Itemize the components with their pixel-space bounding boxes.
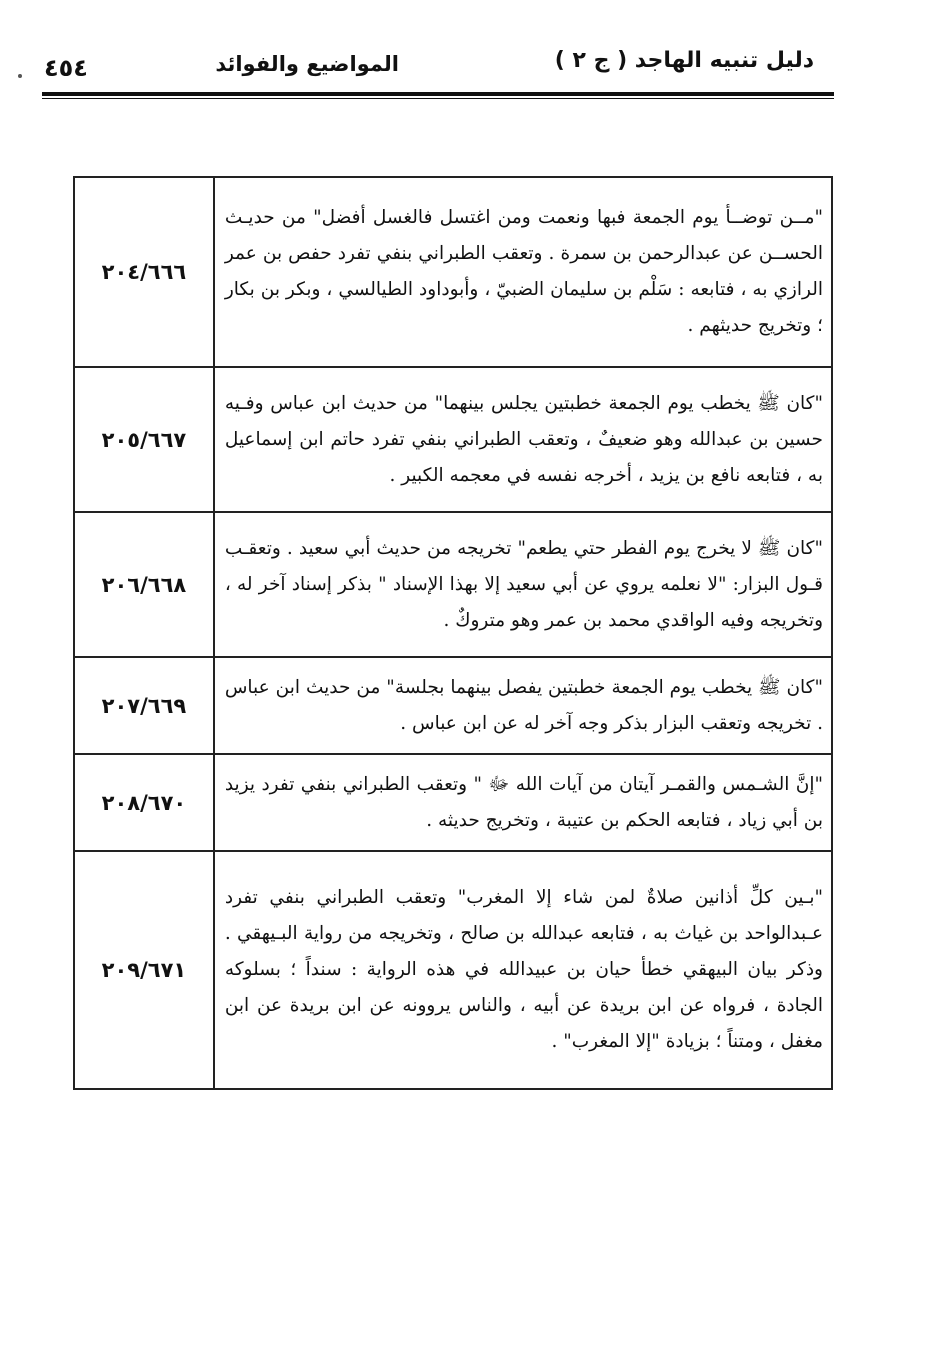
table-row (74, 657, 832, 754)
table-row (74, 177, 832, 367)
row-text: "كان ﷺ يخطب يوم الجمعة خطبتين يجلس بينهما" من حديث ابن عباس وفـيه حسين بن عبدالله وهو ضعيفٌ ، وتعقب الطبراني بنفي تفرد حاتم ابن إسماعيل به ، فتابعه نافع بن يزيد ، أخرجه نفسه في معجمه الكبير . (214, 367, 832, 512)
topics-table (73, 176, 833, 1090)
table-row (74, 367, 832, 512)
row-ref: ٢٠٥/٦٦٧ (74, 367, 214, 512)
row-ref: ٢٠٨/٦٧٠ (74, 754, 214, 851)
row-text: "كان ﷺ يخطب يوم الجمعة خطبتين يفصل بينهما بجلسة" من حديث ابن عباس . تخريجه وتعقب البزار بذكر وجه آخر له عن ابن عباس . (214, 657, 832, 754)
scan-speck (18, 74, 22, 78)
chapter-title: المواضيع والفوائد (215, 52, 399, 76)
table-row (74, 754, 832, 851)
row-ref: ٢٠٩/٦٧١ (74, 851, 214, 1089)
table-row (74, 512, 832, 657)
table-row (74, 851, 832, 1089)
row-ref: ٢٠٧/٦٦٩ (74, 657, 214, 754)
row-text: "إنَّ الشـمس والقمـر آيتان من آيات الله ﷻ " وتعقب الطبراني بنفي تفرد يزيد بن أبي زياد ، فتابعه الحكم بن عتيبة ، وتخريج حديثه . (214, 754, 832, 851)
page-number: ٤٥٤ (44, 54, 88, 82)
page-header (44, 40, 834, 86)
row-ref: ٢٠٤/٦٦٦ (74, 177, 214, 367)
row-text: "بـين كلِّ أذانين صلاةٌ لمن شاء إلا المغرب" وتعقب الطبراني بنفي تفرد عـبدالواحد بن غياث به ، فتابعه عبدالله بن صالح ، وتخريجه من رواية البـيهقي . وذكر بيان البيهقي خطأ حيان بن عبيدالله في هذه الرواية : سنداً ؛ بسلوكه الجادة ، فرواه عن ابن بريدة عن أبيه ، والناس يروونه عن ابن بريدة عن ابن مغفل ، ومتناً ؛ بزيادة "إلا المغرب" . (214, 851, 832, 1089)
row-ref: ٢٠٦/٦٦٨ (74, 512, 214, 657)
row-text: "مــن توضــأ يوم الجمعة فبها ونعمت ومن اغتسل فالغسل أفضل" من حديـث الحســن عن عبدالرحمن بن سمرة . وتعقب الطبراني بنفي تفرد حفص بن عمر الرازي به ، فتابعه : سَلْم بن سليمان الضبيّ ، وأبوداود الطيالسي ، وبكر بن بكار ؛ وتخريج حديثهم . (214, 177, 832, 367)
row-text: "كان ﷺ لا يخرج يوم الفطر حتي يطعم" تخريجه من حديث أبي سعيد . وتعقـب قـول البزار: "لا نعلمه يروي عن أبي سعيد إلا بهذا الإسناد " بذكر إسناد آخر له ، وتخريجه وفيه الواقدي محمد بن عمر وهو متروكٌ . (214, 512, 832, 657)
book-title: دليل تنبيه الهاجد ( ج ٢ ) (554, 48, 814, 73)
header-rule (42, 92, 834, 99)
